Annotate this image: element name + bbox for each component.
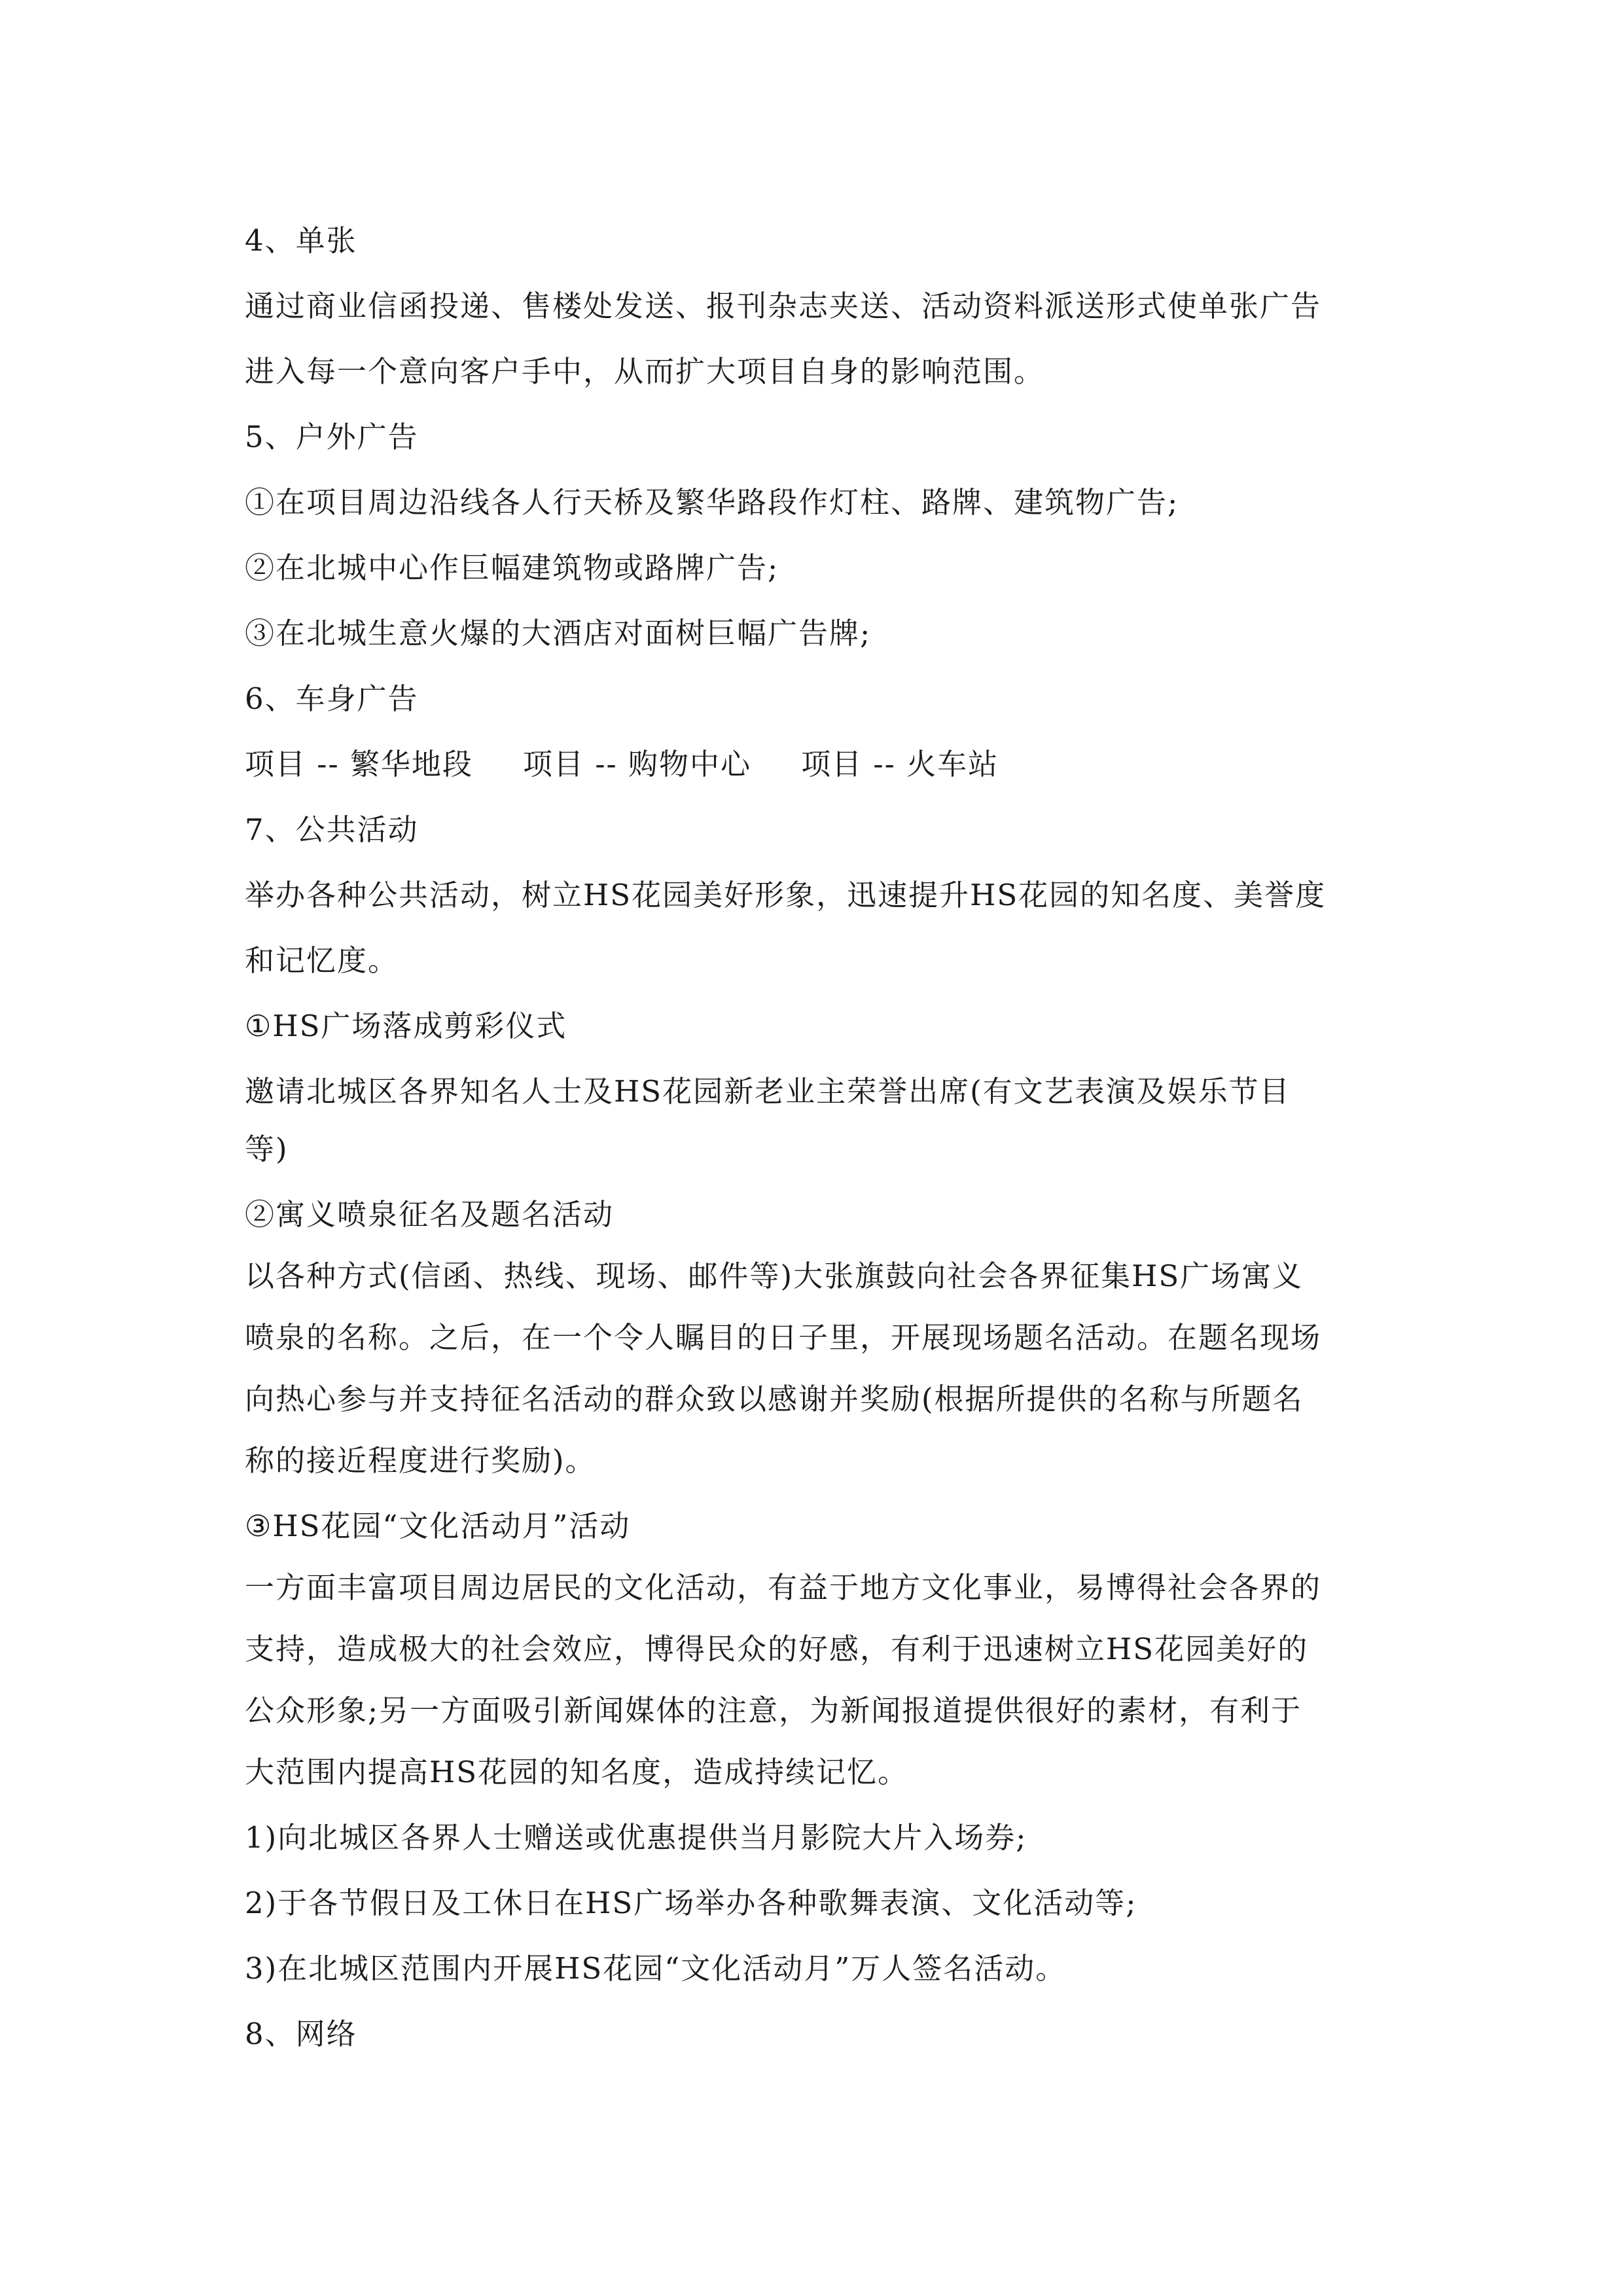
paragraph-line: 向热心参与并支持征名活动的群众致以感谢并奖励(根据所提供的名称与所题名 [245,1382,1304,1416]
activity-title: ②寓义喷泉征名及题名活动 [245,1197,615,1232]
paragraph-line: 称的接近程度进行奖励)。 [245,1443,596,1478]
paragraph-line: 公众形象;另一方面吸引新闻媒体的注意，为新闻报道提供很好的素材，有利于 [245,1693,1302,1728]
route-item: 项目 -- 火车站 [801,747,999,781]
paragraph-line: 支持，造成极大的社会效应，博得民众的好感，有利于迅速树立HS花园美好的 [245,1632,1309,1666]
paragraph-line: 邀请北城区各界知名人士及HS花园新老业主荣誉出席(有文艺表演及娱乐节目 [245,1074,1291,1109]
list-item: ③在北城生意火爆的大酒店对面树巨幅广告牌; [245,616,872,651]
paragraph-line: 和记忆度。 [245,943,399,978]
paragraph-line: 举办各种公共活动，树立HS花园美好形象，迅速提升HS花园的知名度、美誉度 [245,878,1327,912]
list-item: ①在项目周边沿线各人行天桥及繁华路段作灯柱、路牌、建筑物广告; [245,485,1179,520]
heading-vehicle-ads: 6、车身广告 [245,681,419,716]
paragraph-line: 一方面丰富项目周边居民的文化活动，有益于地方文化事业，易博得社会各界的 [245,1570,1322,1605]
heading-single-sheet: 4、单张 [245,223,357,258]
activity-title: ③HS花园“文化活动月”活动 [245,1509,631,1543]
paragraph-line: 大范围内提高HS花园的知名度，造成持续记忆。 [245,1755,909,1789]
heading-network: 8、网络 [245,2017,357,2051]
list-item: 2)于各节假日及工休日在HS广场举办各种歌舞表演、文化活动等; [245,1886,1137,1920]
route-item: 项目 -- 繁华地段 [245,747,474,781]
heading-public-activities: 7、公共活动 [245,812,419,847]
list-item: ②在北城中心作巨幅建筑物或路牌广告; [245,550,779,585]
paragraph-line: 等) [245,1132,289,1166]
paragraph-line: 进入每一个意向客户手中，从而扩大项目自身的影响范围。 [245,354,1045,389]
route-item: 项目 -- 购物中心 [523,747,752,781]
list-item: 3)在北城区范围内开展HS花园“文化活动月”万人签名活动。 [245,1951,1067,1986]
paragraph-line: 以各种方式(信函、热线、现场、邮件等)大张旗鼓向社会各界征集HS广场寓义 [245,1259,1304,1293]
activity-title: ①HS广场落成剪彩仪式 [245,1009,567,1043]
list-item: 1)向北城区各界人士赠送或优惠提供当月影院大片入场券; [245,1820,1027,1855]
paragraph-line: 喷泉的名称。之后，在一个令人瞩目的日子里，开展现场题名活动。在题名现场 [245,1320,1322,1355]
heading-outdoor-ads: 5、户外广告 [245,420,419,454]
document-page [245,208,1397,2067]
paragraph-line: 通过商业信函投递、售楼处发送、报刊杂志夹送、活动资料派送形式使单张广告 [245,289,1322,323]
vehicle-routes-row [245,732,1397,797]
